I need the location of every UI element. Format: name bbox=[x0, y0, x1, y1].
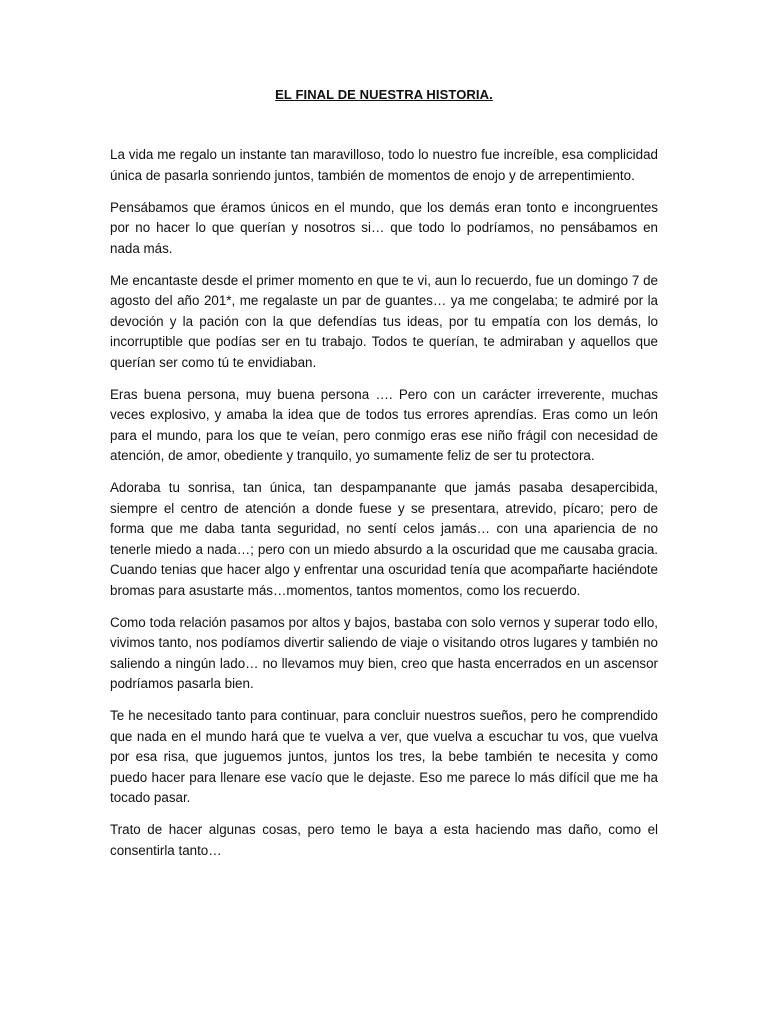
paragraph-2: Pensábamos que éramos únicos en el mundo, que los demás eran tonto e incongruentes por no hacer lo que querían y nosotros si… que todo lo podríamos, no pensábamos en nada más. bbox=[110, 199, 658, 256]
paragraph-6: Como toda relación pasamos por altos y bajos, bastaba con solo vernos y superar todo ello, vivimos tanto, nos podíamos divertir saliendo de viaje o visitando otros lugares y también no saliendo a ningún lado… no llevamos muy bien, creo que hasta encerrados en un ascensor podríamos pasarla bien. bbox=[110, 614, 658, 691]
paragraph-7: Te he necesitado tanto para continuar, para concluir nuestros sueños, pero he comprendido que nada en el mundo hará que te vuelva a ver, que vuelva a escuchar tu vos, que vuelva por esa risa, que juguemos juntos, juntos los tres, la bebe también te necesita y como puedo hacer para llenare ese vacío que le dejaste. Eso me parece lo más difícil que me ha tocado pasar. bbox=[110, 708, 658, 805]
paragraph-5: Adoraba tu sonrisa, tan única, tan despampanante que jamás pasaba desapercibida, siempre el centro de atención a donde fuese y se presentara, atrevido, pícaro; pero de forma que me daba tanta seguridad, no sentí celos jamás… con una apariencia de no tenerle miedo a nada…; pero con un miedo absurdo a la oscuridad que me causaba gracia. Cuando tenias que hacer algo y enfrentar una oscuridad tenía que acompañarte haciéndote bromas para asustarte más…momentos, tantos momentos, como los recuerdo. bbox=[110, 480, 658, 598]
paragraph-1: La vida me regalo un instante tan maravilloso, todo lo nuestro fue increíble, esa complicidad única de pasarla sonriendo juntos, también de momentos de enojo y de arrepentimiento. bbox=[110, 147, 658, 183]
paragraph-8: Trato de hacer algunas cosas, pero temo le baya a esta haciendo mas daño, como el consentirla tanto… bbox=[110, 822, 658, 858]
document-body bbox=[110, 145, 658, 873]
paragraph-3: Me encantaste desde el primer momento en que te vi, aun lo recuerdo, fue un domingo 7 de agosto del año 201*, me regalaste un par de guantes… ya me congelaba; te admiré por la devoción y la pación con la que defendías tus ideas, por tu empatía con los demás, lo incorruptible que podías ser en tu trabajo. Todos te querían, te admiraban y aquellos que querían ser como tú te envidiaban. bbox=[110, 272, 658, 370]
paragraph-4: Eras buena persona, muy buena persona …. Pero con un carácter irreverente, muchas veces explosivo, y amaba la idea que de todos tus errores aprendías. Eras como un león para el mundo, para los que te veían, pero conmigo eras ese niño frágil con necesidad de atención, de amor, obediente y tranquilo, yo sumamente feliz de ser tu protectora. bbox=[110, 386, 658, 463]
document-title: EL FINAL DE NUESTRA HISTORIA. bbox=[275, 87, 493, 102]
